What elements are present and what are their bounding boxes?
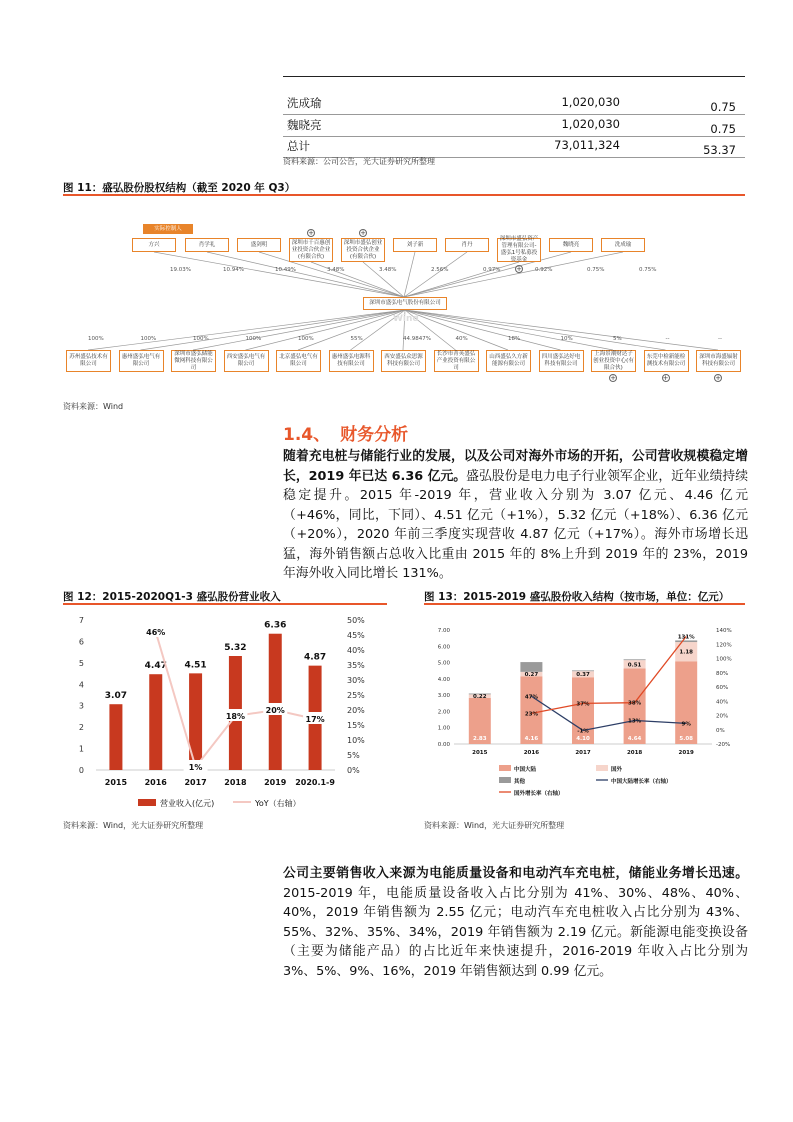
subsidiary-box: 西安盛弘众思源科技有限公司 [381, 350, 426, 372]
y2-tick-label: 0% [347, 766, 360, 775]
legend-other-swatch [499, 777, 511, 783]
y-tick-label: 1.00 [437, 725, 450, 732]
cn-bar-label: 2.83 [473, 736, 487, 742]
x-tick-label: 2019 [678, 750, 694, 756]
fig12-title: 图 12：2015-2020Q1-3 盛弘股份营业收入 [63, 591, 281, 603]
cn-bar [675, 661, 697, 744]
section-number: 1.4、 [283, 425, 331, 445]
yoy-label: 46% [146, 628, 166, 637]
x-tick-label: 2019 [264, 778, 287, 787]
subsidiary-connector [405, 310, 718, 350]
x-tick-label: 2015 [472, 750, 488, 756]
y-tick-label: 5 [78, 658, 84, 668]
y2-tick-label: 35% [347, 661, 365, 670]
fig11-title: 图 11：盛弘股份股权结构（截至 2020 年 Q3） [63, 182, 296, 194]
y2-tick-label: 45% [347, 631, 365, 640]
revenue-bar [269, 634, 282, 770]
ownership-chart [63, 198, 745, 398]
revenue-bar [149, 674, 162, 770]
shareholder-box: 深圳市盛弘创业投资合伙企业(有限合伙) [341, 238, 385, 262]
revenue-bar-label: 4.87 [303, 652, 327, 663]
y-tick-label: 0.00 [437, 742, 450, 748]
other-bar [520, 662, 542, 672]
legend-cn-growth-label: 中国大陆增长率（右轴） [611, 779, 672, 785]
subsidiary-box: 苏州盛弘技术有限公司 [66, 350, 111, 372]
subsidiary-percent: -- [718, 336, 722, 342]
foreign-bar-label: 0.37 [576, 672, 590, 679]
cn-bar-label: 4.16 [524, 736, 539, 742]
other-bar [624, 659, 646, 660]
shareholder-percent: 3.48% [379, 267, 397, 273]
y2-tick-label: 25% [347, 691, 365, 700]
foreign-growth-line-label: 23% [524, 711, 538, 718]
subsidiary-percent: 55% [350, 336, 363, 342]
revenue-structure-chart [424, 606, 745, 816]
company-center-box: 深圳市盛弘电气股份有限公司 [363, 297, 447, 310]
subsidiary-percent: 100% [140, 336, 157, 342]
table-row-rule [283, 114, 745, 115]
subsidiary-percent: 40% [455, 336, 468, 342]
legend-bar-label: 营业收入(亿元) [160, 799, 215, 808]
subsidiary-box: 北京盛弘电气有限公司 [276, 350, 321, 372]
shareholder-percent: 0.75% [587, 267, 605, 273]
y2-tick-label: 100% [716, 656, 732, 663]
y-tick-label: 6.00 [437, 644, 450, 651]
cn-growth-line-label: 13% [628, 718, 642, 725]
subsidiary-box: 惠州盛弘电源科技有限公司 [329, 350, 374, 372]
paragraph-revenue-lead: 随着充电桩与储能行业的发展，以及公司对海外市场的开拓，公司营收规模稳定增长，2019 年已达 6.36 亿元。 [283, 449, 748, 484]
yoy-label: 18% [225, 712, 245, 721]
legend-foreign-label: 国外 [611, 767, 623, 773]
y-tick-label: 0 [78, 766, 84, 775]
y2-tick-label: 30% [347, 676, 365, 685]
yoy-label: 17% [305, 715, 325, 724]
wind-watermark: Wind [393, 314, 419, 324]
fig12-source: 资料来源：Wind，光大证券研究所整理 [63, 821, 204, 830]
subsidiary-percent: -- [665, 336, 670, 342]
subsidiary-percent: 100% [245, 336, 262, 342]
subsidiary-box: 深圳市海盛辐射科技有限公司 [696, 350, 741, 372]
subsidiary-connector [405, 310, 613, 350]
expand-icon: + [516, 265, 522, 273]
subsidiary-connector [298, 310, 405, 350]
y-tick-label: 7 [78, 616, 84, 625]
subsidiary-percent: 44.9847% [403, 336, 431, 342]
section-heading [283, 420, 408, 445]
y2-tick-label: 5% [347, 751, 360, 760]
cn-bar [520, 676, 542, 744]
y-tick-label: 1 [78, 744, 84, 754]
other-bar [572, 670, 594, 671]
subsidiary-box: 四川盛弘达好电科技有限公司 [539, 350, 584, 372]
x-tick-label: 2017 [184, 778, 207, 787]
subsidiary-percent: 100% [193, 336, 209, 342]
y2-tick-label: 40% [716, 699, 729, 706]
y2-tick-label: 40% [347, 646, 365, 655]
paragraph-revenue [283, 447, 748, 584]
subsidiary-percent: 18% [508, 336, 521, 342]
foreign-bar-label: 1.18 [679, 649, 693, 656]
y-tick-label: 4.00 [437, 676, 450, 683]
paragraph-products [283, 864, 748, 981]
y2-tick-label: 20% [716, 713, 729, 720]
foreign-growth-line [531, 636, 686, 713]
cn-bar-label: 4.64 [627, 736, 642, 742]
shareholder-box: 肖学礼 [185, 238, 229, 252]
subsidiary-connector [405, 310, 508, 350]
y2-tick-label: 120% [716, 642, 732, 649]
shareholder-box: 魏晓亮 [549, 238, 593, 252]
subsidiary-box: 西安盛弘电气有限公司 [224, 350, 269, 372]
paragraph-products-lead: 公司主要销售收入来源为电能质量设备和电动汽车充电桩，储能业务增长迅速。 [283, 866, 748, 881]
y-tick-label: 5.00 [437, 660, 450, 667]
shareholder-percent: 10.94% [223, 267, 244, 273]
subsidiary-box: 惠州盛弘电气有限公司 [119, 350, 164, 372]
foreign-growth-line-label: 38% [628, 700, 642, 707]
revenue-bar [109, 704, 122, 770]
cn-growth-line [531, 696, 686, 730]
shareholder-connector [404, 252, 571, 297]
fig12-title-rule [63, 603, 387, 605]
x-tick-label: 2018 [224, 778, 247, 787]
shareholder-percent: 10.49% [275, 267, 296, 273]
legend-cn-label: 中国大陆 [514, 767, 537, 773]
subsidiary-connector [193, 310, 405, 350]
y-tick-label: 3.00 [437, 693, 450, 700]
cn-growth-line-label: 9% [681, 721, 691, 728]
foreign-growth-line-label: 37% [576, 701, 590, 708]
cn-bar-label: 5.08 [679, 736, 693, 742]
shareholder-percent: 3.48% [327, 267, 345, 273]
section-title: 财务分析 [340, 425, 409, 445]
foreign-bar-label: 0.51 [627, 662, 642, 669]
shareholder-box: 肖丹 [445, 238, 489, 252]
yoy-label: 20% [265, 706, 285, 715]
shareholder-percent: 2.56% [431, 267, 449, 273]
subsidiary-connector [141, 310, 406, 350]
fig11-source: 资料来源：Wind [63, 402, 124, 411]
table-row-rule [283, 136, 745, 137]
legend-bar-swatch [138, 799, 156, 806]
expand-icon: + [662, 374, 669, 382]
shareholder-percent: 0.97% [483, 267, 501, 273]
subsidiary-connector [88, 310, 405, 350]
fig13-title: 图 13：2015-2019 盛弘股份收入结构（按市场，单位：亿元） [424, 591, 730, 603]
x-tick-label: 2018 [626, 750, 643, 756]
expand-icon: + [308, 229, 314, 237]
table-cell-shares: 1,020,030 [561, 95, 620, 109]
foreign-growth-line-label: 131% [677, 634, 695, 641]
y2-tick-label: -20% [716, 742, 731, 748]
legend-foreign-swatch [596, 765, 608, 771]
revenue-bar-label: 3.07 [104, 691, 128, 702]
subsidiary-percent: 10% [560, 336, 573, 342]
table-cell-percent: 0.75 [710, 122, 736, 136]
x-tick-label: 2020.1-9 [295, 778, 335, 787]
shareholder-percent: 19.03% [170, 267, 191, 273]
revenue-chart [63, 606, 387, 816]
legend-foreign-growth-label: 国外增长率（右轴） [514, 791, 564, 797]
revenue-bar-label: 5.32 [224, 643, 247, 653]
subsidiary-percent: 100% [298, 336, 314, 342]
y2-tick-label: 140% [716, 628, 732, 634]
legend-other-label: 其他 [514, 779, 526, 785]
y2-tick-label: 80% [716, 670, 729, 677]
table-top-rule [283, 76, 745, 77]
subsidiary-box: 长沙市菁英盛弘产业投资有限公司 [434, 350, 479, 372]
expand-icon: + [715, 374, 721, 382]
shareholder-box: 刘子新 [393, 238, 437, 252]
foreign-bar-label: 0.22 [473, 694, 487, 701]
table-cell-name: 总计 [287, 139, 310, 153]
y2-tick-label: 15% [347, 721, 365, 730]
cn-growth-line-label: -1% [577, 728, 589, 735]
x-tick-label: 2016 [144, 778, 167, 787]
y-tick-label: 3 [78, 701, 84, 711]
shareholder-box: 方兴 [132, 238, 176, 252]
y-tick-label: 2 [78, 723, 84, 733]
fig13-source: 资料来源：Wind，光大证券研究所整理 [424, 821, 565, 830]
revenue-bar [189, 673, 202, 770]
y2-tick-label: 20% [347, 706, 365, 715]
y2-tick-label: 60% [716, 685, 729, 691]
table-cell-name: 魏晓亮 [287, 118, 322, 132]
x-tick-label: 2017 [575, 750, 591, 756]
expand-icon: + [360, 229, 366, 237]
shareholder-box: 深圳市千百惠创业投资合伙企业(有限合伙) [289, 238, 333, 262]
cn-bar-label: 4.10 [576, 736, 590, 742]
subsidiary-box: 山西盛弘久方新能源有限公司 [486, 350, 531, 372]
revenue-bar-label: 4.51 [184, 660, 207, 671]
subsidiary-box: 东莞中检新能检测技术有限公司 [644, 350, 689, 372]
shareholder-box: 盛剑明 [237, 238, 281, 252]
expand-icon: + [610, 374, 616, 382]
shareholder-box: 深圳市盛弘资产管理有限公司-盛弘1号私募投资基金 [497, 238, 541, 262]
table-source: 资料来源：公司公告，光大证券研究所整理 [283, 157, 435, 166]
x-tick-label: 2016 [523, 750, 540, 756]
shareholder-percent: 0.75% [639, 267, 657, 273]
shareholder-box: 洗成瑜 [601, 238, 645, 252]
y-tick-label: 4 [78, 680, 84, 690]
subsidiary-percent: 100% [88, 336, 104, 342]
table-cell-shares: 73,011,324 [554, 138, 620, 152]
y2-tick-label: 10% [347, 736, 365, 745]
shareholder-connector [404, 262, 519, 297]
paragraph-products-body: 2015-2019 年，电能质量设备收入占比分别为 41%、30%、48%、40%、40%，2019 年销售额为 2.55 亿元；电动汽车充电桩收入占比分别为 43%、55%、32%、35%、34%，2019 年销售额为 2.19 亿元。新能源电能变换设备（主要为储能产品）的占比近年来快速提升，2016-2019 年收入占比分别为 3%、5%、9%、16%，2019 年销售额达到 0.99 亿元。 [283, 885, 748, 979]
controller-tag: 实际控制人 [143, 224, 193, 234]
table-cell-shares: 1,020,030 [561, 117, 620, 131]
yoy-label: 1% [188, 763, 203, 772]
fig11-title-rule [63, 194, 745, 196]
y-tick-label: 7.00 [437, 628, 450, 634]
y2-tick-label: 0% [716, 727, 725, 734]
subsidiary-percent: 5% [613, 336, 622, 342]
table-cell-percent: 53.37 [703, 143, 736, 157]
foreign-bar-label: 0.27 [524, 672, 539, 679]
subsidiary-box: 上海景潮财达子创业投资中心(有限合伙) [591, 350, 636, 372]
y-tick-label: 2.00 [437, 709, 450, 716]
y-tick-label: 6 [78, 637, 84, 647]
fig13-title-rule [424, 603, 745, 605]
table-cell-name: 洗成瑜 [287, 96, 322, 110]
table-cell-percent: 0.75 [710, 100, 736, 114]
x-tick-label: 2015 [104, 778, 128, 787]
subsidiary-box: 深圳市盛弘储能微网科技有限公司 [171, 350, 216, 372]
shareholder-percent: 0.92% [535, 267, 553, 273]
paragraph-revenue-body: 盛弘股份是电力电子行业领军企业，近年业绩持续稳定提升。2015 年-2019 年，营业收入分别为 3.07 亿元、4.46 亿元（+46%，同比，下同）、4.51 亿元（+1%），5.32 亿元（+18%）、6.36 亿元（+20%），2020 年前三季度实现营收 4.87 亿元（+17%）。海外市场增长迅猛，海外销售额占总收入比重由 2015 年的 8%上升到 2019 年的 23%，2019 年海外收入同比增长 131%。 [283, 468, 749, 581]
subsidiary-connector [405, 310, 666, 350]
revenue-bar-label: 6.36 [264, 620, 287, 631]
revenue-bar-label: 4.47 [144, 661, 167, 672]
subsidiary-connector [246, 310, 406, 350]
legend-cn-swatch [499, 765, 511, 771]
cn-growth-line-label: 47% [524, 694, 538, 701]
y2-tick-label: 50% [347, 616, 365, 625]
other-bar [675, 640, 697, 642]
legend-line-label: YoY（右轴） [255, 799, 301, 808]
